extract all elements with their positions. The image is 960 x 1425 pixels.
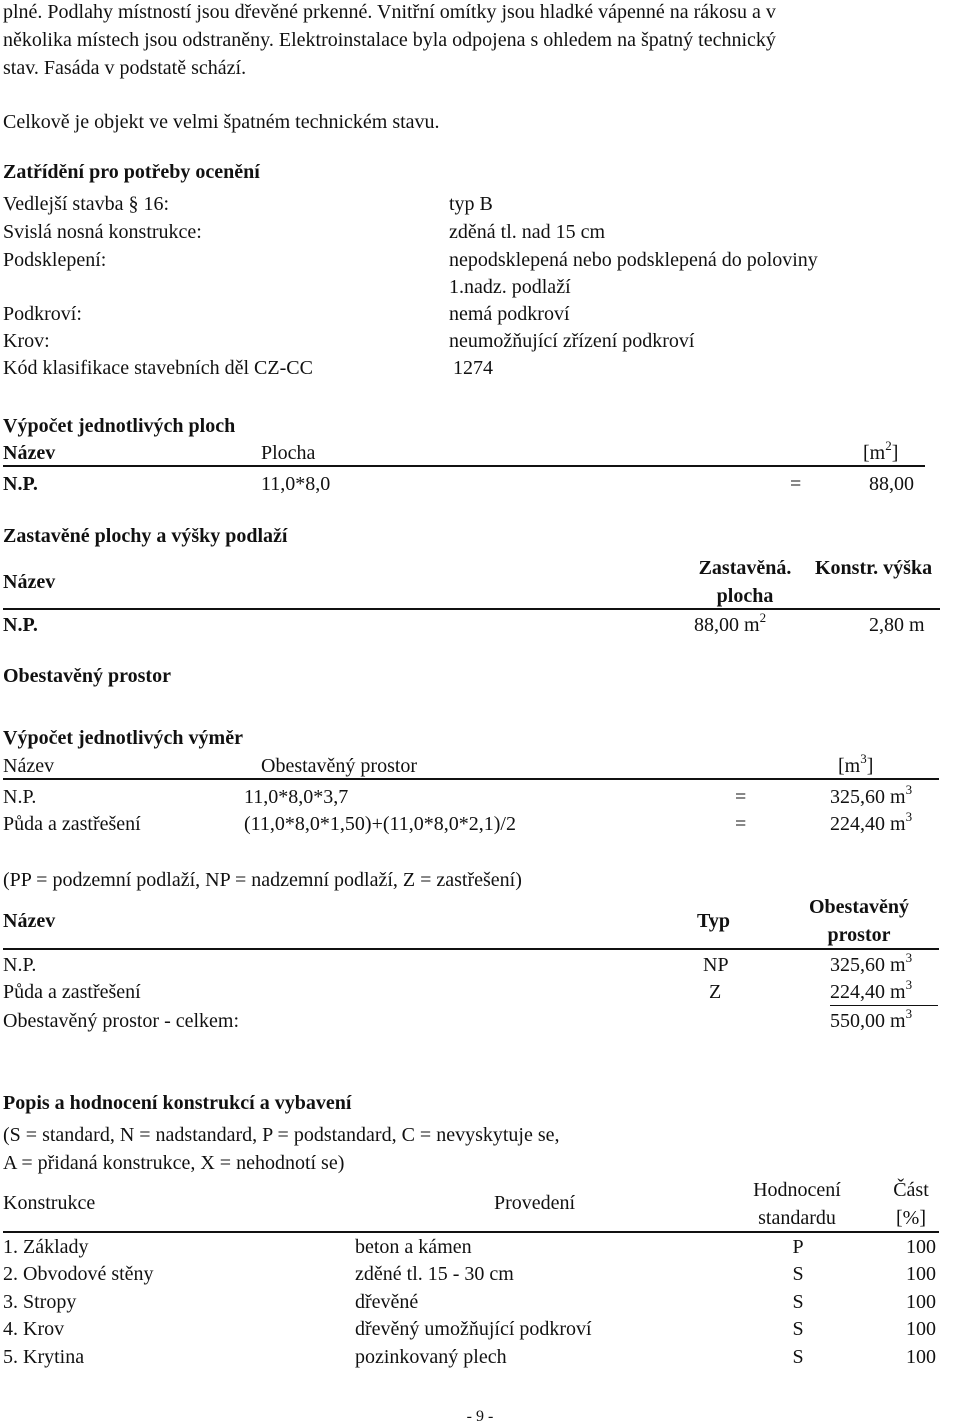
volume-col-name: Název (3, 755, 55, 777)
intro-line-1: plné. Podlahy místností jsou dřevěné prkenné. Vnitřní omítky jsou hladké vápenné na rákosu a v (3, 1, 776, 23)
summary-row-volume: 325,60 $m^3$ (830, 950, 913, 976)
volume-row-result: 325,60 $m^3$ (830, 782, 913, 808)
construction-rating: S (792, 1318, 804, 1340)
table-rule (3, 948, 939, 950)
built-up-col-name: Název (3, 571, 56, 593)
construction-execution: pozinkovaný plech (355, 1346, 507, 1368)
areas-heading: Výpočet jednotlivých ploch (3, 415, 236, 437)
summary-text: Celkově je objekt ve velmi špatném technickém stavu. (3, 111, 440, 133)
construction-rating: P (792, 1236, 804, 1258)
classification-value: typ B (449, 193, 493, 215)
classification-label: Krov: (3, 330, 50, 352)
constructions-heading: Popis a hodnocení konstrukcí a vybavení (3, 1092, 352, 1114)
summary-row-type: Z (709, 981, 722, 1003)
constructions-col-rating: Hodnocení (753, 1179, 841, 1201)
built-up-col-area-2: plocha (716, 585, 774, 607)
construction-name: 3. Stropy (3, 1291, 77, 1313)
volume-heading: Obestavěný prostor (3, 665, 171, 687)
construction-name: 1. Základy (3, 1236, 89, 1258)
volume-row-eq: = (735, 786, 747, 808)
summary-row-volume: 224,40 $m^3$ (830, 977, 913, 1003)
intro-line-3: stav. Fasáda v podstatě schází. (3, 57, 247, 79)
construction-share: 100 (906, 1291, 936, 1313)
built-up-heading: Zastavěné plochy a výšky podlaží (3, 525, 288, 547)
constructions-col-rating-2: standardu (758, 1207, 836, 1229)
built-up-row-area: 88,00 $m^2$ (694, 610, 767, 636)
built-up-col-height: Konstr. výška (815, 557, 933, 579)
areas-col-unit: $[m^2]$ (863, 438, 899, 464)
construction-rating: S (792, 1263, 804, 1285)
volume-col-unit: $[m^3]$ (838, 751, 874, 777)
construction-name: 5. Krytina (3, 1346, 85, 1368)
areas-col-name: Název (3, 442, 56, 464)
built-up-row-name: N.P. (3, 614, 38, 636)
volume-col-volume: Obestavěný prostor (261, 755, 418, 777)
built-up-row-height: 2,80 m (869, 614, 925, 636)
construction-execution: zděné tl. 15 - 30 cm (355, 1263, 514, 1285)
construction-rating: S (792, 1346, 804, 1368)
constructions-legend-2: A = přidaná konstrukce, X = nehodnotí se) (3, 1152, 345, 1174)
constructions-col-execution: Provedení (494, 1192, 576, 1214)
summary-row-type: NP (703, 954, 729, 976)
classification-value: zděná tl. nad 15 cm (449, 221, 606, 243)
construction-name: 2. Obvodové stěny (3, 1263, 154, 1285)
volume-legend: (PP = podzemní podlaží, NP = nadzemní podlaží, Z = zastřešení) (3, 869, 522, 891)
constructions-col-share: Část (893, 1179, 929, 1201)
classification-value: neumožňující zřízení podkroví (449, 330, 695, 352)
table-rule (3, 465, 925, 467)
classification-label: Podsklepení: (3, 249, 107, 271)
volume-row-name: Půda a zastřešení (3, 813, 141, 835)
construction-share: 100 (906, 1346, 936, 1368)
intro-line-2: několika místech jsou odstraněny. Elektroinstalace byla odpojena s ohledem na špatný technický (3, 29, 776, 51)
summary-col-name: Název (3, 910, 56, 932)
classification-label: Podkroví: (3, 303, 82, 325)
volume-row-formula: (11,0*8,0*1,50)+(11,0*8,0*2,1)/2 (244, 813, 516, 835)
summary-col-volume: Obestavěný (809, 896, 909, 918)
classification-value: nemá podkroví (449, 303, 570, 325)
sum-rule (830, 1005, 938, 1006)
classification-value-continued: 1.nadz. podlaží (449, 276, 571, 298)
constructions-col-construction: Konstrukce (3, 1192, 96, 1214)
classification-label: Svislá nosná konstrukce: (3, 221, 202, 243)
construction-execution: beton a kámen (355, 1236, 472, 1258)
table-rule (3, 1231, 939, 1233)
volume-row-formula: 11,0*8,0*3,7 (244, 786, 349, 808)
construction-rating: S (792, 1291, 804, 1313)
areas-row-eq: = (790, 473, 802, 495)
classification-value: 1274 (453, 357, 493, 379)
summary-row-name: N.P. (3, 954, 37, 976)
classification-label: Kód klasifikace stavebních děl CZ-CC (3, 357, 313, 379)
summary-col-type: Typ (697, 910, 730, 932)
table-rule (3, 778, 939, 780)
summary-row-name: Půda a zastřešení (3, 981, 141, 1003)
volume-sub-heading: Výpočet jednotlivých výměr (3, 727, 243, 749)
construction-share: 100 (906, 1263, 936, 1285)
construction-execution: dřevěný umožňující podkroví (355, 1318, 592, 1340)
classification-value: nepodsklepená nebo podsklepená do poloviny (449, 249, 818, 271)
volume-row-name: N.P. (3, 786, 37, 808)
classification-heading: Zatřídění pro potřeby ocenění (3, 161, 260, 183)
summary-col-volume-2: prostor (827, 924, 891, 946)
table-rule (3, 608, 940, 610)
constructions-col-share-2: [%] (896, 1207, 926, 1229)
areas-row-name: N.P. (3, 473, 38, 495)
areas-row-formula: 11,0*8,0 (261, 473, 331, 495)
built-up-col-area: Zastavěná. (698, 557, 792, 579)
constructions-legend-1: (S = standard, N = nadstandard, P = podstandard, C = nevyskytuje se, (3, 1124, 560, 1146)
construction-share: 100 (906, 1318, 936, 1340)
volume-row-eq: = (735, 813, 747, 835)
classification-label: Vedlejší stavba § 16: (3, 193, 170, 215)
volume-row-result: 224,40 $m^3$ (830, 809, 913, 835)
page-number: - 9 - (466, 1408, 494, 1425)
construction-share: 100 (906, 1236, 936, 1258)
construction-execution: dřevěné (355, 1291, 419, 1313)
areas-col-area: Plocha (261, 442, 316, 464)
areas-row-result: 88,00 (869, 473, 914, 495)
summary-total-value: 550,00 $m^3$ (830, 1006, 913, 1032)
construction-name: 4. Krov (3, 1318, 65, 1340)
summary-total-label: Obestavěný prostor - celkem: (3, 1010, 240, 1032)
